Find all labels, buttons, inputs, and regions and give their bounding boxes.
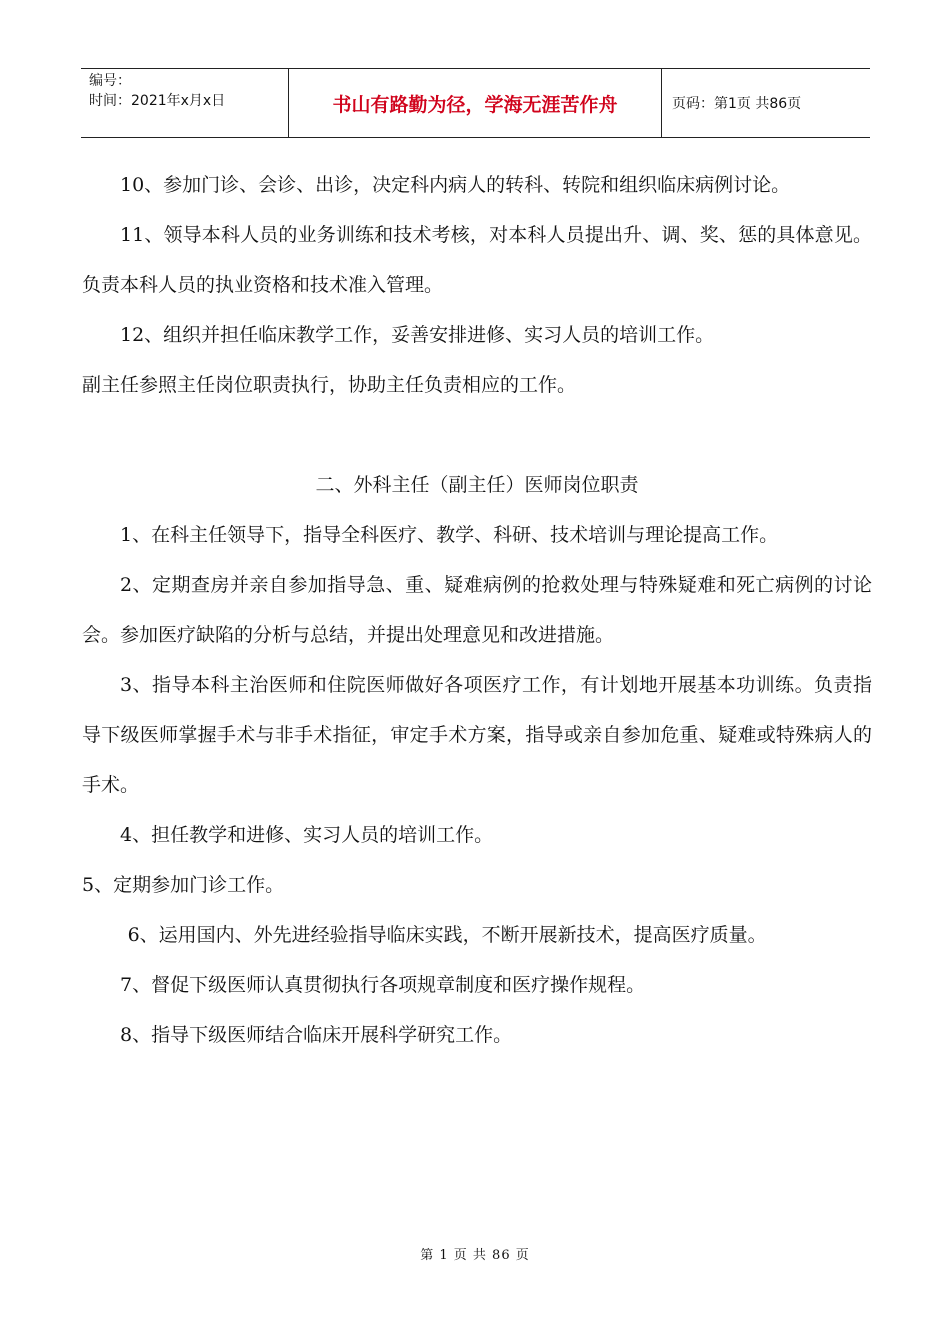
duty-item-7: 7、督促下级医师认真贯彻执行各项规章制度和医疗操作规程。 <box>120 974 646 996</box>
duty-item-8: 8、指导下级医师结合临床开展科学研究工作。 <box>120 1024 513 1046</box>
duty-item-6: 6、运用国内、外先进经验指导临床实践，不断开展新技术，提高医疗质量。 <box>127 924 767 946</box>
duty-item-1: 1、在科主任领导下，指导全科医疗、教学、科研、技术培训与理论提高工作。 <box>120 524 779 546</box>
duty-item-4: 4、担任教学和进修、实习人员的培训工作。 <box>120 824 494 846</box>
header-meta <box>81 69 289 137</box>
time-label: 时间：2021年x月x日 <box>89 93 226 109</box>
paragraph-deputy-note: 副主任参照主任岗位职责执行，协助主任负责相应的工作。 <box>82 374 577 396</box>
duty-item-2: 2、定期查房并亲自参加指导急、重、疑难病例的抢救处理与特殊疑难和死亡病例的讨论会。参加医疗缺陷的分析与总结，并提出处理意见和改进措施。 <box>82 574 872 646</box>
duty-item-3: 3、指导本科主治医师和住院医师做好各项医疗工作，有计划地开展基本功训练。负责指导下级医师掌握手术与非手术指征，审定手术方案，指导或亲自参加危重、疑难或特殊病人的手术。 <box>82 674 872 796</box>
document-body <box>82 160 872 1060</box>
number-label: 编号： <box>89 73 131 89</box>
page-footer: 第 1 页 共 86 页 <box>420 1248 530 1263</box>
header-page-info: 页码：第1页 共86页 <box>672 96 802 112</box>
duty-item-5: 5、定期参加门诊工作。 <box>82 874 285 896</box>
header-motto: 书山有路勤为径，学海无涯苦作舟 <box>289 69 662 137</box>
paragraph-10: 10、参加门诊、会诊、出诊，决定科内病人的转科、转院和组织临床病例讨论。 <box>120 174 791 196</box>
section-title: 二、外科主任（副主任）医师岗位职责 <box>315 474 639 496</box>
page-header <box>81 68 870 138</box>
paragraph-11: 11、领导本科人员的业务训练和技术考核，对本科人员提出升、调、奖、惩的具体意见。负责本科人员的执业资格和技术准入管理。 <box>82 224 872 296</box>
paragraph-12: 12、组织并担任临床教学工作，妥善安排进修、实习人员的培训工作。 <box>120 324 715 346</box>
